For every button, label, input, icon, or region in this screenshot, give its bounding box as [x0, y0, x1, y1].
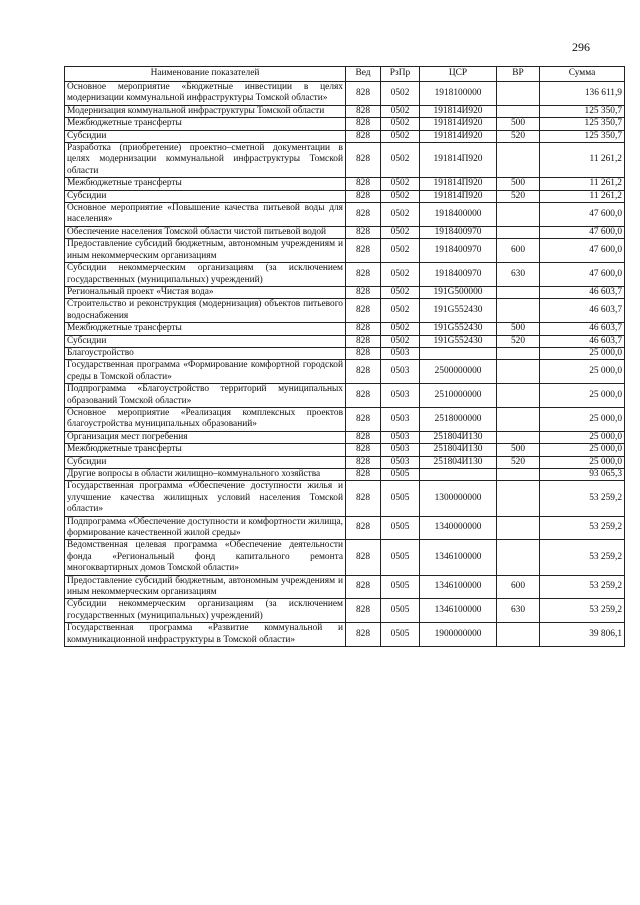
cell-sum: 136 611,9	[540, 82, 625, 106]
cell-vr	[497, 360, 540, 384]
cell-csr: 191814И920	[420, 130, 497, 142]
cell-csr	[420, 347, 497, 359]
cell-name: Региональный проект «Чистая вода»	[65, 286, 346, 298]
cell-ved: 828	[346, 599, 381, 623]
table-row	[65, 623, 625, 647]
cell-vr: 520	[497, 335, 540, 347]
cell-sum: 125 350,7	[540, 105, 625, 117]
cell-rzpr: 0502	[381, 239, 420, 263]
cell-rzpr: 0505	[381, 575, 420, 599]
cell-csr: 1900000000	[420, 623, 497, 647]
cell-sum: 125 350,7	[540, 118, 625, 130]
cell-name: Государственная программа «Формирование комфортной городской среды в Томской области»	[65, 360, 346, 384]
cell-csr: 251804И130	[420, 444, 497, 456]
cell-name: Подпрограмма «Обеспечение доступности и комфортности жилища, формирование качественной жилой среды»	[65, 516, 346, 540]
cell-csr: 191814П920	[420, 178, 497, 190]
cell-ved: 828	[346, 347, 381, 359]
table-row	[65, 82, 625, 106]
cell-vr	[497, 384, 540, 408]
cell-vr	[497, 347, 540, 359]
cell-sum: 53 259,2	[540, 540, 625, 575]
cell-csr: 191814И920	[420, 118, 497, 130]
cell-csr: 1346100000	[420, 575, 497, 599]
cell-vr	[497, 299, 540, 323]
table-row	[65, 444, 625, 456]
cell-ved: 828	[346, 263, 381, 287]
cell-rzpr: 0502	[381, 82, 420, 106]
cell-sum: 53 259,2	[540, 516, 625, 540]
cell-sum: 25 000,0	[540, 407, 625, 431]
cell-csr: 191G552430	[420, 335, 497, 347]
cell-rzpr: 0502	[381, 335, 420, 347]
cell-csr: 251804И130	[420, 456, 497, 468]
cell-ved: 828	[346, 143, 381, 178]
table-row	[65, 456, 625, 468]
cell-name: Основное мероприятие «Бюджетные инвестиции в целях модернизации коммунальной инфраструктуры Томской области»	[65, 82, 346, 106]
cell-name: Субсидии	[65, 130, 346, 142]
table-row	[65, 575, 625, 599]
cell-ved: 828	[346, 623, 381, 647]
cell-sum: 46 603,7	[540, 286, 625, 298]
table-row	[65, 323, 625, 335]
cell-name: Разработка (приобретение) проектно–сметной документации в целях модернизации коммунальной инфраструктуры Томской области	[65, 143, 346, 178]
table-row	[65, 599, 625, 623]
cell-rzpr: 0503	[381, 347, 420, 359]
cell-ved: 828	[346, 203, 381, 227]
cell-vr: 630	[497, 599, 540, 623]
table-row	[65, 469, 625, 481]
cell-vr	[497, 431, 540, 443]
cell-name: Субсидии	[65, 456, 346, 468]
cell-csr: 191G552430	[420, 299, 497, 323]
cell-sum: 25 000,0	[540, 384, 625, 408]
cell-sum: 11 261,2	[540, 190, 625, 202]
cell-csr: 191G552430	[420, 323, 497, 335]
cell-vr	[497, 143, 540, 178]
cell-sum: 47 600,0	[540, 263, 625, 287]
cell-rzpr: 0505	[381, 540, 420, 575]
cell-csr: 1918100000	[420, 82, 497, 106]
cell-name: Модернизация коммунальной инфраструктуры Томской области	[65, 105, 346, 117]
cell-sum: 125 350,7	[540, 130, 625, 142]
cell-ved: 828	[346, 540, 381, 575]
table-row	[65, 407, 625, 431]
table-body	[65, 82, 625, 647]
cell-ved: 828	[346, 118, 381, 130]
cell-vr: 500	[497, 178, 540, 190]
cell-sum: 25 000,0	[540, 360, 625, 384]
cell-vr	[497, 105, 540, 117]
cell-csr: 1340000000	[420, 516, 497, 540]
cell-ved: 828	[346, 82, 381, 106]
cell-vr	[497, 407, 540, 431]
cell-csr: 1346100000	[420, 540, 497, 575]
cell-name: Другие вопросы в области жилищно–коммунального хозяйства	[65, 469, 346, 481]
cell-vr: 520	[497, 130, 540, 142]
cell-name: Межбюджетные трансферты	[65, 178, 346, 190]
cell-sum: 53 259,2	[540, 599, 625, 623]
cell-vr	[497, 469, 540, 481]
cell-rzpr: 0502	[381, 118, 420, 130]
cell-sum: 47 600,0	[540, 203, 625, 227]
header-sum: Сумма	[540, 67, 625, 82]
cell-csr: 2510000000	[420, 384, 497, 408]
cell-ved: 828	[346, 323, 381, 335]
cell-csr: 1346100000	[420, 599, 497, 623]
cell-vr: 520	[497, 456, 540, 468]
cell-ved: 828	[346, 360, 381, 384]
cell-sum: 25 000,0	[540, 444, 625, 456]
cell-ved: 828	[346, 575, 381, 599]
cell-sum: 53 259,2	[540, 575, 625, 599]
cell-name: Субсидии некоммерческим организациям (за исключением государственных (муниципальных) учреждений)	[65, 263, 346, 287]
cell-sum: 11 261,2	[540, 178, 625, 190]
cell-csr	[420, 469, 497, 481]
cell-sum: 46 603,7	[540, 323, 625, 335]
cell-rzpr: 0502	[381, 178, 420, 190]
table-row	[65, 130, 625, 142]
page-number: 296	[572, 40, 590, 54]
cell-vr	[497, 516, 540, 540]
cell-vr: 520	[497, 190, 540, 202]
cell-vr	[497, 481, 540, 516]
cell-ved: 828	[346, 481, 381, 516]
cell-csr: 1918400970	[420, 239, 497, 263]
table-row	[65, 286, 625, 298]
cell-vr	[497, 226, 540, 238]
cell-rzpr: 0502	[381, 143, 420, 178]
cell-ved: 828	[346, 239, 381, 263]
table-row	[65, 335, 625, 347]
cell-vr: 500	[497, 444, 540, 456]
cell-sum: 39 806,1	[540, 623, 625, 647]
cell-vr: 500	[497, 323, 540, 335]
cell-rzpr: 0505	[381, 469, 420, 481]
cell-vr	[497, 540, 540, 575]
cell-rzpr: 0505	[381, 623, 420, 647]
cell-name: Субсидии	[65, 190, 346, 202]
cell-name: Субсидии	[65, 335, 346, 347]
table-row	[65, 481, 625, 516]
cell-ved: 828	[346, 226, 381, 238]
cell-ved: 828	[346, 178, 381, 190]
cell-sum: 47 600,0	[540, 226, 625, 238]
cell-csr: 191814И920	[420, 105, 497, 117]
cell-rzpr: 0503	[381, 384, 420, 408]
cell-ved: 828	[346, 444, 381, 456]
cell-vr	[497, 82, 540, 106]
budget-table	[64, 66, 625, 647]
cell-name: Межбюджетные трансферты	[65, 118, 346, 130]
cell-sum: 25 000,0	[540, 456, 625, 468]
table-row	[65, 347, 625, 359]
cell-ved: 828	[346, 407, 381, 431]
cell-csr: 1918400000	[420, 203, 497, 227]
header-row	[65, 67, 625, 82]
cell-rzpr: 0502	[381, 105, 420, 117]
cell-ved: 828	[346, 130, 381, 142]
cell-rzpr: 0503	[381, 444, 420, 456]
table-row	[65, 190, 625, 202]
table-row	[65, 118, 625, 130]
cell-vr	[497, 286, 540, 298]
cell-ved: 828	[346, 456, 381, 468]
cell-name: Организация мест погребения	[65, 431, 346, 443]
cell-name: Предоставление субсидий бюджетным, автономным учреждениям и иным некоммерческим организациям	[65, 239, 346, 263]
cell-rzpr: 0502	[381, 299, 420, 323]
cell-csr: 251804И130	[420, 431, 497, 443]
cell-name: Государственная программа «Обеспечение доступности жилья и улучшение качества жилищных условий населения Томской области»	[65, 481, 346, 516]
cell-rzpr: 0502	[381, 190, 420, 202]
header-ved: Вед	[346, 67, 381, 82]
table-row	[65, 239, 625, 263]
cell-rzpr: 0502	[381, 130, 420, 142]
cell-rzpr: 0505	[381, 516, 420, 540]
cell-ved: 828	[346, 105, 381, 117]
cell-sum: 53 259,2	[540, 481, 625, 516]
cell-ved: 828	[346, 286, 381, 298]
cell-rzpr: 0503	[381, 456, 420, 468]
cell-rzpr: 0503	[381, 407, 420, 431]
cell-sum: 47 600,0	[540, 239, 625, 263]
cell-ved: 828	[346, 384, 381, 408]
cell-rzpr: 0503	[381, 431, 420, 443]
cell-name: Ведомственная целевая программа «Обеспечение деятельности фонда «Региональный фонд капитального ремонта многоквартирных домов Томской области»	[65, 540, 346, 575]
table-row	[65, 299, 625, 323]
cell-vr	[497, 623, 540, 647]
cell-ved: 828	[346, 335, 381, 347]
table-row	[65, 360, 625, 384]
cell-name: Подпрограмма «Благоустройство территорий муниципальных образований Томской области»	[65, 384, 346, 408]
table-row	[65, 226, 625, 238]
cell-csr: 191814П920	[420, 190, 497, 202]
cell-rzpr: 0502	[381, 263, 420, 287]
cell-rzpr: 0502	[381, 323, 420, 335]
cell-name: Межбюджетные трансферты	[65, 323, 346, 335]
cell-rzpr: 0502	[381, 203, 420, 227]
cell-name: Субсидии некоммерческим организациям (за исключением государственных (муниципальных) учреждений)	[65, 599, 346, 623]
cell-csr: 2500000000	[420, 360, 497, 384]
cell-name: Строительство и реконструкция (модернизация) объектов питьевого водоснабжения	[65, 299, 346, 323]
cell-vr: 630	[497, 263, 540, 287]
cell-rzpr: 0505	[381, 481, 420, 516]
cell-name: Благоустройство	[65, 347, 346, 359]
header-name: Наименование показателей	[65, 67, 346, 82]
cell-sum: 46 603,7	[540, 335, 625, 347]
table-row	[65, 516, 625, 540]
table-row	[65, 384, 625, 408]
table-row	[65, 203, 625, 227]
cell-name: Межбюджетные трансферты	[65, 444, 346, 456]
cell-vr: 500	[497, 118, 540, 130]
table-row	[65, 143, 625, 178]
cell-csr: 1918400970	[420, 263, 497, 287]
cell-vr: 600	[497, 239, 540, 263]
header-vr: ВР	[497, 67, 540, 82]
cell-vr	[497, 203, 540, 227]
table-row	[65, 263, 625, 287]
table-header	[65, 67, 625, 82]
cell-name: Основное мероприятие «Повышение качества питьевой воды для населения»	[65, 203, 346, 227]
cell-name: Основное мероприятие «Реализация комплексных проектов благоустройства муниципальных образований»	[65, 407, 346, 431]
cell-ved: 828	[346, 516, 381, 540]
table-row	[65, 105, 625, 117]
cell-sum: 11 261,2	[540, 143, 625, 178]
cell-csr: 2518000000	[420, 407, 497, 431]
cell-name: Обеспечение населения Томской области чистой питьевой водой	[65, 226, 346, 238]
cell-rzpr: 0502	[381, 286, 420, 298]
cell-name: Государственная программа «Развитие коммунальной и коммуникационной инфраструктуры в Томской области»	[65, 623, 346, 647]
cell-sum: 25 000,0	[540, 347, 625, 359]
cell-sum: 46 603,7	[540, 299, 625, 323]
cell-csr: 1918400970	[420, 226, 497, 238]
cell-ved: 828	[346, 299, 381, 323]
cell-rzpr: 0503	[381, 360, 420, 384]
cell-ved: 828	[346, 469, 381, 481]
cell-rzpr: 0502	[381, 226, 420, 238]
cell-csr: 191814П920	[420, 143, 497, 178]
table-row	[65, 178, 625, 190]
cell-sum: 93 065,3	[540, 469, 625, 481]
cell-csr: 191G500000	[420, 286, 497, 298]
table-row	[65, 540, 625, 575]
cell-name: Предоставление субсидий бюджетным, автономным учреждениям и иным некоммерческим организациям	[65, 575, 346, 599]
header-csr: ЦСР	[420, 67, 497, 82]
cell-sum: 25 000,0	[540, 431, 625, 443]
cell-ved: 828	[346, 190, 381, 202]
table-row	[65, 431, 625, 443]
cell-rzpr: 0505	[381, 599, 420, 623]
cell-vr: 600	[497, 575, 540, 599]
cell-ved: 828	[346, 431, 381, 443]
header-rzpr: РзПр	[381, 67, 420, 82]
cell-csr: 1300000000	[420, 481, 497, 516]
